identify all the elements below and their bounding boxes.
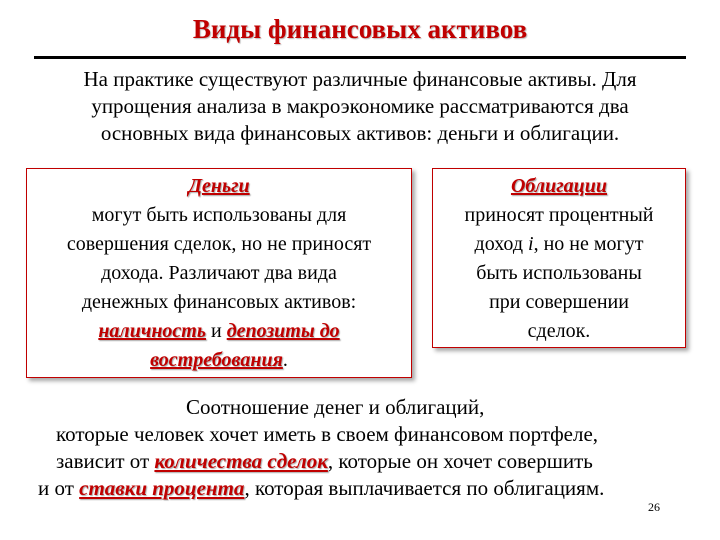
intro-line: На практике существуют различные финансовые активы. Для [83,67,637,91]
money-terms-line [27,346,411,375]
bottom-line [56,448,593,475]
bonds-text-line: приносят процентный [464,204,654,226]
bonds-box [432,168,686,348]
money-text-line: могут быть использованы для [91,204,347,226]
bonds-text-line: быть использованы [476,262,642,284]
bottom-text: , которые он хочет совершить [327,449,593,473]
title-divider [34,56,686,59]
bottom-text: зависит от [56,449,155,473]
money-text-line: дохода. Различают два вида [101,262,337,284]
intro-line: основных вида финансовых активов: деньги и облигации. [100,121,620,145]
bottom-line [38,475,604,502]
money-text-line: совершения сделок, но не приносят [66,233,372,255]
money-text-line: денежных финансовых активов: [81,291,357,313]
intro-paragraph [30,66,690,147]
term-interest-rate: ставки процента [79,476,245,500]
money-heading: Деньги [188,175,250,197]
bonds-text: доход [474,233,529,255]
bottom-text: и от [38,476,80,500]
bonds-heading: Облигации [510,175,608,197]
bonds-text-line: сделок. [527,320,591,342]
slide-title: Виды финансовых активов [192,14,528,44]
page-number: 26 [648,500,660,514]
term-transactions: количества сделок [154,449,328,473]
bottom-text: , которая выплачивается по облигациям. [244,476,605,500]
intro-line: упрощения анализа в макроэкономике рассматриваются два [91,94,629,118]
bonds-text-line: при совершении [489,291,629,313]
money-terms-line [27,317,411,346]
interest-symbol: i [528,233,534,255]
bonds-text-line [433,230,685,259]
conjunction: и [206,320,227,342]
term-deposits: депозиты до [226,320,340,342]
bonds-text: , но не могут [533,233,644,255]
term-cash: наличность [98,320,206,342]
period: . [282,349,288,371]
bottom-line: которые человек хочет иметь в своем финансовом портфеле, [56,422,599,446]
term-deposits-cont: востребования [150,349,283,371]
bottom-line: Соотношение денег и облигаций, [186,395,485,419]
money-box [26,168,412,378]
